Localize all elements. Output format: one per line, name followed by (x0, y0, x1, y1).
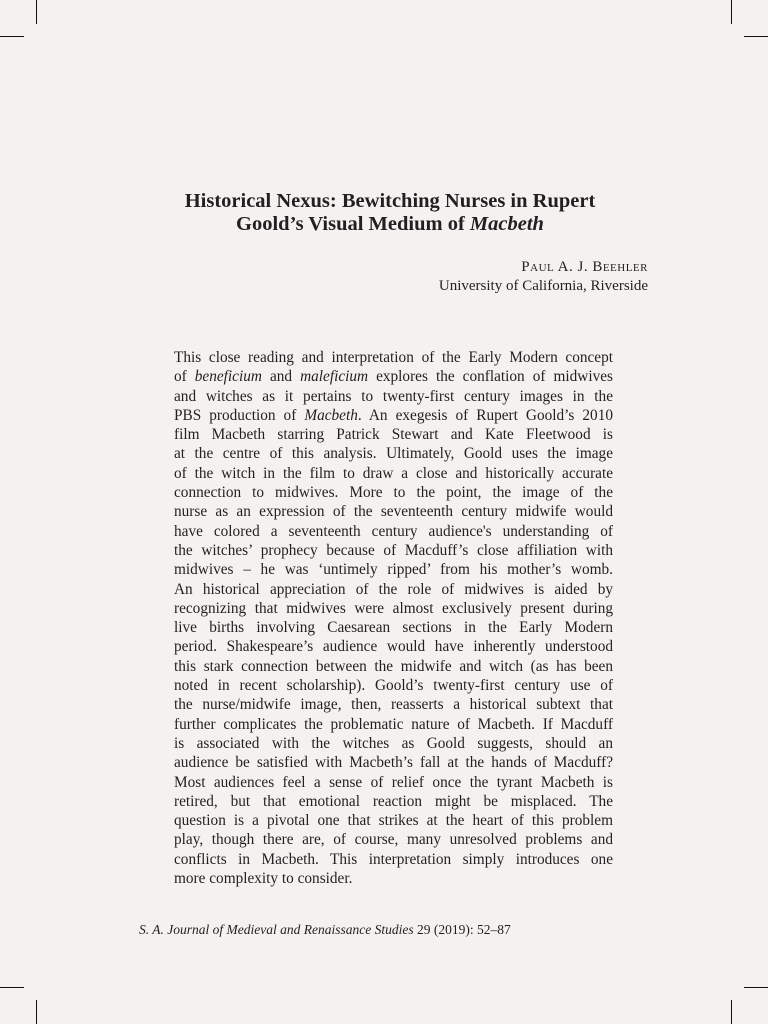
author-block (439, 258, 648, 296)
abstract-line (174, 367, 613, 386)
abstract-line (174, 522, 613, 541)
abstract-text: and witches as it pertains to twenty-first century images in the (174, 387, 613, 405)
abstract-line (174, 464, 613, 483)
abstract-line (174, 502, 613, 521)
abstract-text: retired, but that emotional reaction might be misplaced. The (174, 792, 613, 810)
abstract-text: This close reading and interpretation of the Early Modern concept (174, 349, 613, 366)
abstract-text: Most audiences feel a sense of relief once the tyrant Macbeth is (174, 773, 613, 791)
abstract-text: is associated with the witches as Goold suggests, should an (174, 734, 613, 752)
abstract-text: film Macbeth starring Patrick Stewart and Kate Fleetwood is (174, 426, 613, 444)
citation-details: 29 (2019): 52–87 (413, 922, 511, 937)
abstract-line (174, 618, 613, 637)
crop-mark-bottom-right-horizontal (744, 987, 768, 988)
abstract-line (174, 695, 613, 714)
abstract-line (174, 734, 613, 753)
journal-name: S. A. Journal of Medieval and Renaissance Studies (139, 922, 414, 937)
crop-mark-top-right-horizontal (744, 36, 768, 37)
abstract-text: of the witch in the film to draw a close and historically accurate (174, 464, 613, 482)
abstract-text: connection to midwives. More to the point, the image of the (174, 484, 613, 502)
abstract-text: noted in recent scholarship). Goold’s twenty-first century use of (174, 677, 613, 695)
abstract-line (174, 753, 613, 772)
abstract (174, 348, 613, 888)
title-line-2 (130, 213, 650, 236)
abstract-text: live births involving Caesarean sections in the Early Modern (174, 619, 613, 637)
abstract-text: play, though there are, of course, many unresolved problems and (174, 831, 613, 849)
abstract-line (174, 637, 613, 656)
abstract-line (174, 657, 613, 676)
abstract-text: have colored a seventeenth century audience's understanding of (174, 522, 613, 540)
abstract-line (174, 406, 613, 425)
abstract-text: this stark connection between the midwife and witch (as has been (174, 657, 613, 675)
crop-mark-bottom-right-vertical (731, 1000, 732, 1024)
paper-title (130, 190, 650, 236)
title-line-2-text: Goold’s Visual Medium of (236, 213, 470, 235)
abstract-text: question is a pivotal one that strikes at the heart of this problem (174, 812, 613, 830)
abstract-italic-term: beneficium (194, 368, 262, 386)
abstract-line (174, 715, 613, 734)
abstract-italic-term: Macbeth (304, 406, 358, 424)
abstract-text: further complicates the problematic nature of Macbeth. If Macduff (174, 715, 613, 733)
abstract-line (174, 348, 613, 367)
title-line-1: Historical Nexus: Bewitching Nurses in Rupert (184, 190, 596, 212)
abstract-line (174, 444, 613, 463)
abstract-line (174, 541, 613, 560)
abstract-line (174, 560, 613, 579)
abstract-text: and (261, 368, 301, 386)
abstract-line (174, 599, 613, 618)
abstract-text: PBS production of (174, 406, 305, 424)
abstract-line (174, 773, 613, 792)
crop-mark-bottom-left-vertical (36, 1000, 37, 1024)
author-affiliation: University of California, Riverside (438, 278, 648, 294)
abstract-line (174, 850, 613, 869)
abstract-text: more complexity to consider. (174, 870, 353, 888)
abstract-text: the witches’ prophecy because of Macduff’s close affiliation with (174, 541, 613, 559)
abstract-line (174, 830, 613, 849)
abstract-text: at the centre of this analysis. Ultimately, Goold uses the image (174, 445, 613, 463)
abstract-text: the nurse/midwife image, then, reasserts a historical subtext that (174, 696, 613, 714)
abstract-text: midwives – he was ‘untimely ripped’ from his mother’s womb. (174, 561, 613, 579)
abstract-text: explores the conflation of midwives (368, 368, 613, 386)
abstract-line (174, 483, 613, 502)
abstract-line (174, 811, 613, 830)
abstract-line (174, 425, 613, 444)
journal-citation (139, 921, 511, 939)
abstract-text: recognizing that midwives were almost exclusively present during (174, 599, 613, 617)
abstract-italic-term: maleficium (300, 368, 369, 386)
crop-mark-bottom-left-horizontal (0, 987, 24, 988)
crop-mark-top-left-vertical (36, 0, 37, 24)
abstract-line (174, 792, 613, 811)
abstract-text: An historical appreciation of the role of midwives is aided by (174, 580, 613, 598)
crop-mark-top-right-vertical (731, 0, 732, 24)
abstract-text: . An exegesis of Rupert Goold’s 2010 (357, 406, 613, 424)
author-name: Paul A. J. Beehler (521, 259, 648, 275)
abstract-text: audience be satisfied with Macbeth’s fall at the hands of Macduff? (174, 754, 613, 772)
abstract-line (174, 580, 613, 599)
abstract-text: of (174, 368, 195, 386)
title-italic-macbeth: Macbeth (469, 213, 544, 235)
abstract-line (174, 676, 613, 695)
abstract-line (174, 869, 613, 888)
abstract-text: conflicts in Macbeth. This interpretation simply introduces one (174, 850, 613, 868)
abstract-text: nurse as an expression of the seventeenth century midwife would (174, 503, 613, 521)
abstract-text: period. Shakespeare’s audience would have inherently understood (174, 638, 613, 656)
crop-mark-top-left-horizontal (0, 36, 24, 37)
abstract-line (174, 387, 613, 406)
